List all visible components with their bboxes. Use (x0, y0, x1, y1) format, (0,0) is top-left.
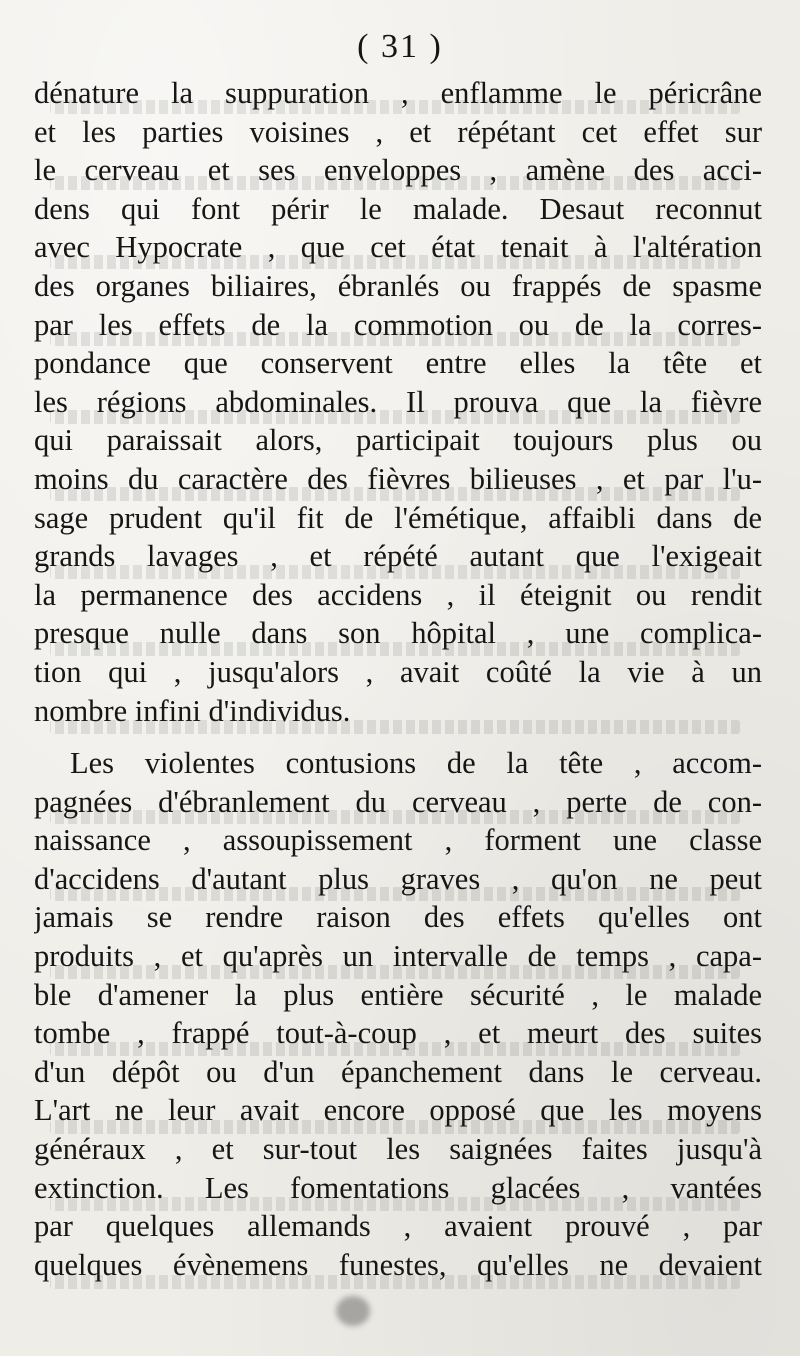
text-line: quelques évènemens funestes, qu'elles ne devaient (34, 1247, 762, 1282)
text-line: d'un dépôt ou d'un épanchement dans le cerveau. (34, 1054, 762, 1089)
text-line: d'accidens d'autant plus graves , qu'on ne peut (34, 861, 762, 896)
text-line: L'art ne leur avait encore opposé que les moyens (34, 1093, 762, 1128)
body-text (34, 74, 762, 1284)
text-line: tombe , frappé tout-à-coup , et meurt des suites (34, 1016, 762, 1051)
text-line: par quelques allemands , avaient prouvé , par (34, 1209, 762, 1244)
text-line: ble d'amener la plus entière sécurité , le malade (34, 977, 762, 1012)
text-line: jamais se rendre raison des effets qu'elles ont (34, 900, 762, 935)
text-line: extinction. Les fomentations glacées , vantées (34, 1170, 762, 1205)
text-line: les régions abdominales. Il prouva que la fièvre (34, 384, 762, 419)
ink-stain (336, 1296, 370, 1326)
text-line: le cerveau et ses enveloppes , amène des acci- (34, 153, 762, 188)
text-line: dénature la suppuration , enflamme le péricrâne (34, 76, 762, 110)
text-line: tion qui , jusqu'alors , avait coûté la vie à un (34, 654, 762, 689)
text-line: par les effets de la commotion ou de la corres- (34, 307, 762, 342)
text-line: Les violentes contusions de la tête , accom- (70, 746, 762, 781)
text-line: moins du caractère des fièvres bilieuses , et par l'u- (34, 461, 762, 496)
text-line: sage prudent qu'il fit de l'émétique, affaibli dans de (34, 500, 762, 535)
text-line: des organes biliaires, ébranlés ou frappés de spasme (34, 268, 762, 303)
text-line: la permanence des accidens , il éteignit ou rendit (34, 577, 762, 612)
text-line: généraux , et sur-tout les saignées faites jusqu'à (34, 1132, 762, 1167)
text-line: pondance que conservent entre elles la tête et (34, 346, 762, 381)
paragraph (34, 74, 762, 730)
page-number: ( 31 ) (357, 28, 443, 65)
paragraph (34, 744, 762, 1284)
text-line: dens qui font périr le malade. Desaut reconnut (34, 191, 762, 226)
text-line: grands lavages , et répété autant que l'exigeait (34, 539, 762, 574)
text-line: avec Hypocrate , que cet état tenait à l'altération (34, 230, 762, 265)
text-line: qui paraissait alors, participait toujours plus ou (34, 423, 762, 458)
text-line: nombre infini d'individus. (34, 693, 351, 728)
text-line: presque nulle dans son hôpital , une complica- (34, 616, 762, 651)
text-line: et les parties voisines , et répétant cet effet sur (34, 114, 762, 149)
text-line: naissance , assoupissement , forment une classe (34, 823, 762, 858)
text-line: pagnées d'ébranlement du cerveau , perte de con- (34, 784, 762, 819)
text-line: produits , et qu'après un intervalle de temps , capa- (34, 939, 762, 974)
